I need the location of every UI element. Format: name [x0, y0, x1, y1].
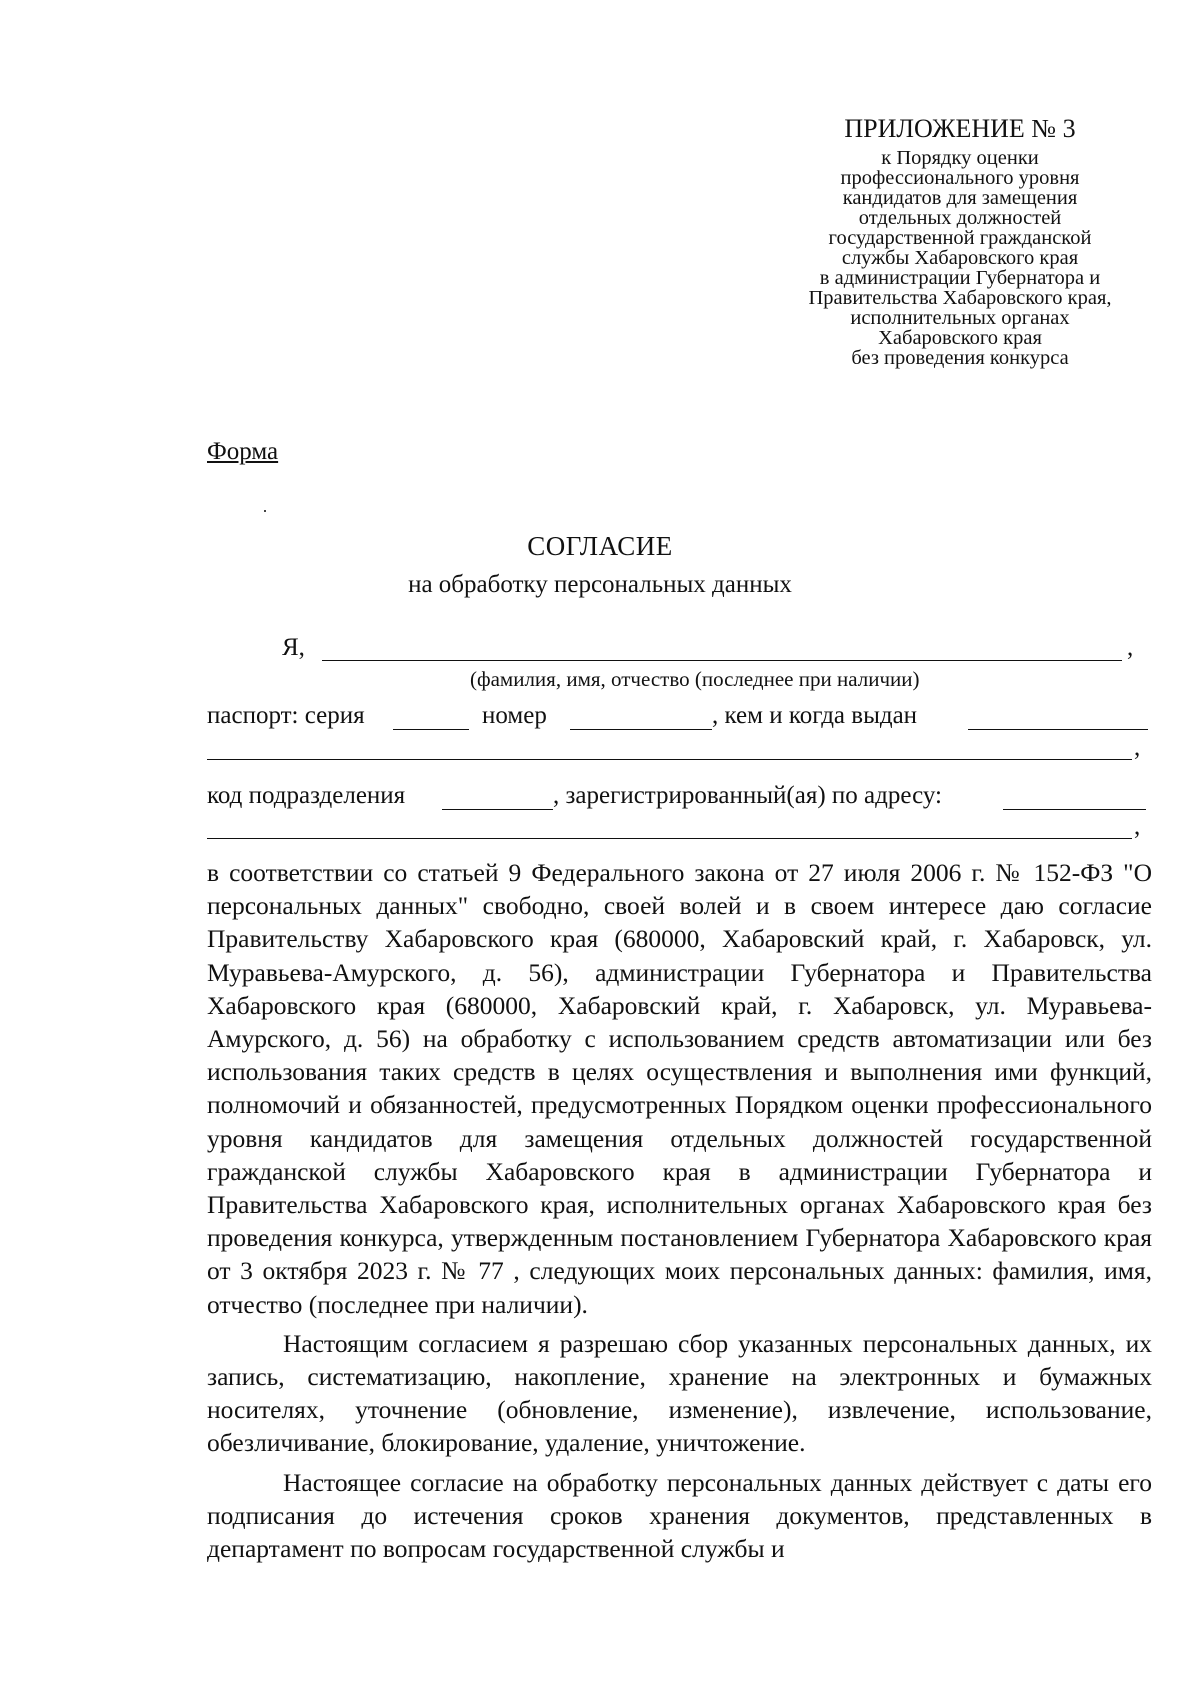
appendix-line: в администрации Губернатора и	[819, 267, 1101, 289]
consent-paragraph: Настоящее согласие на обработку персональных данных действует с даты его подписания до истечения сроков хранения документов, представленных в департамент по вопросам государственной службы и	[207, 1467, 1152, 1564]
passport-issued-continuation-field[interactable]	[207, 759, 1132, 760]
line-comma: ,	[1134, 813, 1141, 840]
fio-field-line[interactable]	[322, 660, 1122, 661]
appendix-line: без проведения конкурса	[851, 347, 1069, 369]
appendix-line: кандидатов для замещения	[842, 187, 1078, 209]
fio-hint: (фамилия, имя, отчество (последнее при наличии)	[470, 667, 920, 691]
passport-issued-field[interactable]	[968, 729, 1148, 730]
appendix-line: исполнительных органах	[850, 307, 1070, 329]
document-title: СОГЛАСИЕ	[527, 531, 673, 561]
passport-series-field[interactable]	[393, 729, 469, 730]
address-continuation-field[interactable]	[207, 838, 1132, 839]
appendix-title: ПРИЛОЖЕНИЕ № 3	[844, 114, 1076, 143]
address-label: , зарегистрированный(ая) по адресу:	[553, 782, 942, 809]
appendix-block	[760, 112, 1160, 368]
division-code-label: код подразделения	[207, 782, 406, 809]
i-prefix: Я,	[282, 634, 305, 661]
passport-number-label: номер	[482, 702, 547, 729]
appendix-line: Хабаровского края	[878, 327, 1042, 349]
appendix-line: государственной гражданской	[828, 227, 1092, 249]
appendix-line: службы Хабаровского края	[841, 247, 1079, 269]
address-field[interactable]	[1003, 809, 1146, 810]
line-comma: ,	[1127, 634, 1134, 661]
line-comma: ,	[1134, 734, 1141, 761]
consent-paragraph: Настоящим согласием я разрешаю сбор указанных персональных данных, их запись, систематизацию, накопление, хранение на электронных и бумажных носителях, уточнение (обновление, изменение), извлечение, использование, обезличивание, блокирование, удаление, уничтожение.	[207, 1328, 1152, 1458]
appendix-line: отдельных должностей	[858, 207, 1062, 229]
appendix-line: Правительства Хабаровского края,	[808, 287, 1112, 309]
appendix-reference	[760, 148, 1160, 368]
appendix-line: профессионального уровня	[840, 167, 1080, 189]
consent-paragraph: в соответствии со статьей 9 Федерального закона от 27 июля 2006 г. № 152-ФЗ "О персональных данных" свободно, своей волей и в своем интересе даю согласие Правительству Хабаровского края (680000, Хабаровский край, г. Хабаровск, ул. Муравьева-Амурского, д. 56), администрации Губернатора и Правительства Хабаровского края (680000, Хабаровский край, г. Хабаровск, ул. Муравьева-Амурского, д. 56) на обработку с использованием средств автоматизации или без использования таких средств в целях осуществления и выполнения ими функций, полномочий и обязанностей, предусмотренных Порядком оценки профессионального уровня кандидатов для замещения отдельных должностей государственной гражданской службы Хабаровского края в администрации Губернатора и Правительства Хабаровского края, исполнительных органах Хабаровского края без проведения конкурса, утвержденным постановлением Губернатора Хабаровского края от 3 октября 2023 г. № 77 , следующих моих персональных данных: фамилия, имя, отчество (последнее при наличии).	[207, 858, 1152, 1319]
scan-speck	[264, 510, 266, 512]
consent-body	[207, 856, 1152, 1565]
passport-series-label: паспорт: серия	[207, 702, 365, 729]
appendix-line: к Порядку оценки	[881, 147, 1039, 169]
division-code-field[interactable]	[442, 809, 553, 810]
passport-number-field[interactable]	[570, 729, 712, 730]
form-label: Форма	[207, 438, 279, 465]
document-subtitle: на обработку персональных данных	[408, 571, 792, 598]
passport-issued-label: , кем и когда выдан	[712, 702, 918, 729]
